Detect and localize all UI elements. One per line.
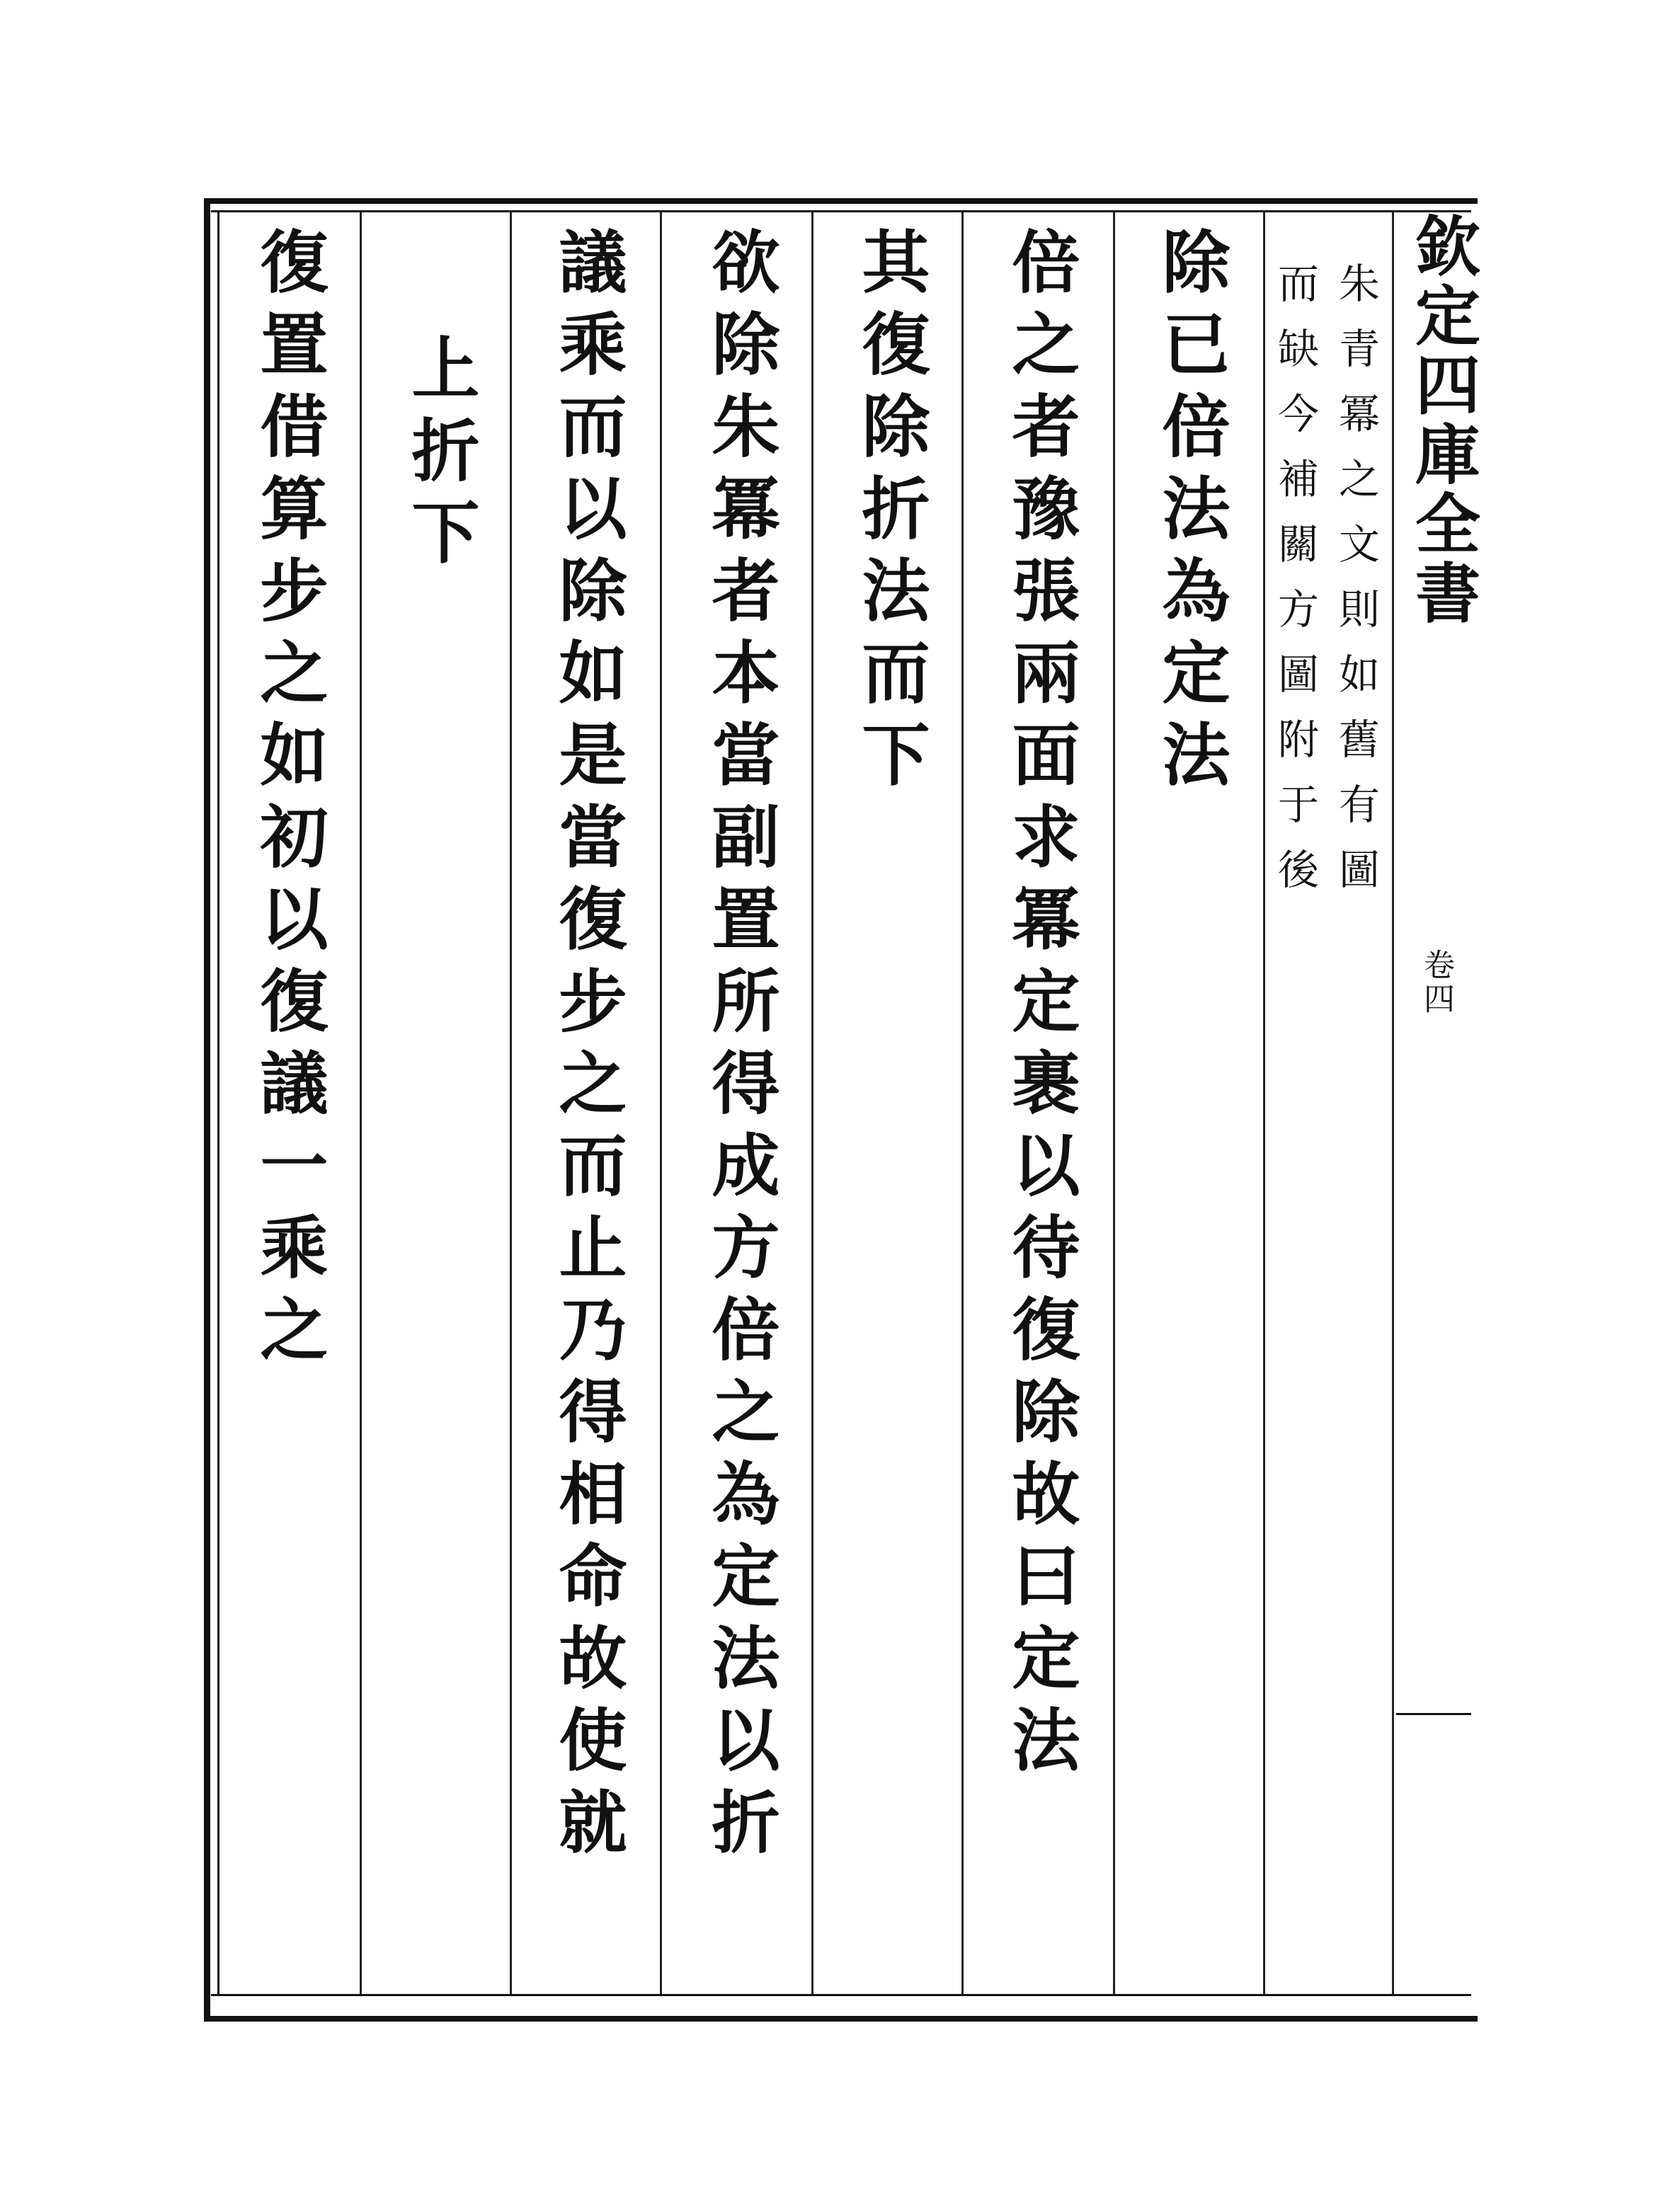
column-divider <box>961 212 964 1994</box>
text-column-7: 復置借算步之如初以復議一乘之 <box>249 227 329 1376</box>
frame-inner-line-left <box>217 210 219 1996</box>
text-column-6: 上折下 <box>401 333 481 579</box>
juan-label: 卷四 <box>1418 949 1454 1016</box>
header-rule <box>1396 1713 1471 1715</box>
text-column-2: 倍之者豫張兩面求冪定裹以待復除故曰定法 <box>1001 227 1081 1787</box>
text-column-5: 議乘而以除如是當復步之而止乃得相命故使就 <box>548 227 628 1869</box>
column-divider <box>811 212 813 1994</box>
column-divider <box>510 212 512 1994</box>
frame-inner-line-bottom <box>211 1994 1471 1996</box>
column-divider <box>1113 212 1115 1994</box>
column-divider <box>360 212 362 1994</box>
frame-inner-line-top <box>211 210 1471 212</box>
text-column-4: 欲除朱冪者本當副置所得成方倍之為定法以折 <box>701 227 781 1869</box>
column-divider <box>660 212 662 1994</box>
column-divider <box>1263 212 1265 1994</box>
annotation-line-1: 朱青冪之文則如舊有圖 <box>1332 262 1380 913</box>
book-title: 欽定四庫全書 <box>1405 212 1481 629</box>
text-column-1: 除已倍法為定法 <box>1151 227 1231 801</box>
column-divider <box>1392 212 1394 1994</box>
annotation-line-2: 而缺今補關方圖附于後 <box>1271 262 1319 913</box>
text-column-3: 其復除折法而下 <box>851 227 931 801</box>
